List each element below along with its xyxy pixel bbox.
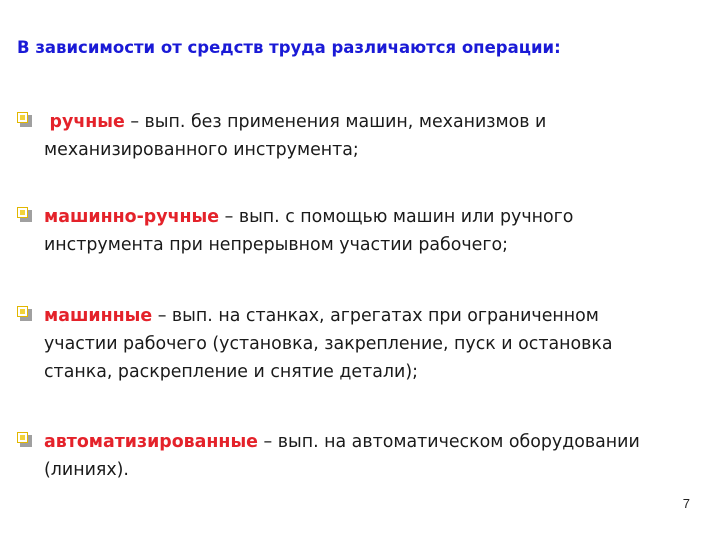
definition-line-2: (линиях). [44, 460, 129, 480]
term-label: машинные [44, 306, 153, 326]
definition-line-2: инструмента при непрерывном участии рабочего; [44, 235, 509, 255]
definition-line-2: механизированного инструмента; [44, 140, 359, 160]
square-bullet-icon [17, 432, 32, 447]
term-label: ручные [49, 112, 125, 132]
list-item-text [44, 428, 707, 484]
definition-line-2: участии рабочего (установка, закрепление, пуск и остановка [44, 334, 613, 354]
term-label: автоматизированные [44, 432, 258, 452]
list-item [17, 108, 707, 164]
definition-line-1: – вып. без применения машин, механизмов и [124, 112, 547, 132]
list-item-text [44, 108, 707, 164]
definition-line-1: – вып. на станках, агрегатах при ограниченном [152, 306, 599, 326]
list-item-text [44, 302, 707, 386]
list-item [17, 428, 707, 484]
slide-title: В зависимости от средств труда различаются операции: [17, 38, 561, 57]
square-bullet-icon [17, 207, 32, 222]
definition-line-1: – вып. на автоматическом оборудовании [257, 432, 640, 452]
definition-line-3: станка, раскрепление и снятие детали); [44, 362, 418, 382]
list-item-text [44, 203, 707, 259]
page-number: 7 [682, 496, 690, 511]
list-item [17, 203, 707, 259]
square-bullet-icon [17, 306, 32, 321]
square-bullet-icon [17, 112, 32, 127]
list-item [17, 302, 707, 386]
definition-line-1: – вып. с помощью машин или ручного [219, 207, 574, 227]
term-label: машинно-ручные [44, 207, 220, 227]
